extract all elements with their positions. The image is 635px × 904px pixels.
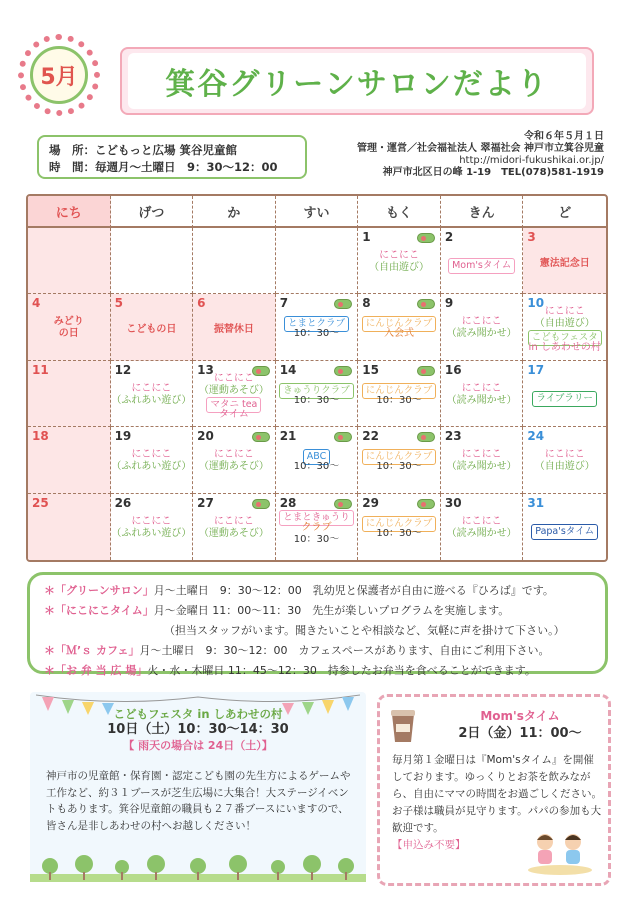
calendar xyxy=(26,194,608,562)
day-event xyxy=(276,328,358,339)
calendar-day xyxy=(193,361,276,427)
weekday-header: にち xyxy=(28,196,111,228)
day-event xyxy=(111,395,193,406)
day-event xyxy=(276,534,358,545)
weekday-header: すい xyxy=(276,196,359,228)
day-event-text: （読み聞かせ） xyxy=(446,461,517,473)
bento-icon xyxy=(252,499,270,509)
calendar-day xyxy=(276,427,359,493)
day-number: 12 xyxy=(114,362,132,377)
day-event-text: ABC xyxy=(303,449,330,465)
day-event-text: にこにこ xyxy=(131,515,172,527)
day-number: 9 xyxy=(444,296,454,311)
bento-icon xyxy=(334,299,352,309)
day-event xyxy=(193,461,275,472)
day-event-text: の日 xyxy=(58,328,79,340)
moms-date: 2日（金）11：00～ xyxy=(458,726,582,741)
day-event xyxy=(111,383,193,394)
day-event-text: （自由遊び） xyxy=(534,318,595,330)
day-event-text: とまときゅうり xyxy=(279,510,354,526)
day-event-text: クラブ xyxy=(301,521,332,533)
day-number: 14 xyxy=(279,362,297,377)
calendar-day xyxy=(28,228,111,294)
bento-icon xyxy=(334,499,352,509)
time-value: 毎週月～土曜日 9：30～12：00 xyxy=(95,160,278,174)
day-event-text: Papa'sタイム xyxy=(531,524,598,540)
calendar-day xyxy=(193,427,276,493)
day-number: 1 xyxy=(362,230,371,244)
day-event-text: にんじんクラブ xyxy=(362,516,437,532)
calendar-day xyxy=(358,294,441,360)
bento-icon xyxy=(334,432,352,442)
day-event-text: とまとクラブ xyxy=(284,316,349,332)
day-event xyxy=(523,461,606,472)
place-value: こどもっと広場 箕谷児童館 xyxy=(95,143,238,157)
legend-nikoniko-key: ＊「にこにこタイム」 xyxy=(44,604,154,617)
day-number: 4 xyxy=(32,296,41,311)
day-event-text: にこにこ xyxy=(213,515,254,527)
calendar-day xyxy=(358,427,441,493)
calendar-day xyxy=(441,427,524,493)
calendar-day xyxy=(111,361,194,427)
day-number: 29 xyxy=(362,495,379,510)
calendar-grid xyxy=(28,196,606,560)
day-event xyxy=(111,461,193,472)
day-number: 30 xyxy=(444,495,462,510)
time-label: 時 間： xyxy=(49,160,95,174)
calendar-day xyxy=(193,228,276,294)
moms-note: 【申込み不要】 xyxy=(392,839,466,851)
issue-date: 令和６年５月１日 xyxy=(524,131,604,142)
day-number: 11 xyxy=(32,362,49,377)
calendar-day xyxy=(111,294,194,360)
day-number: 24 xyxy=(527,429,545,444)
day-event-text: 入会式 xyxy=(384,328,415,340)
day-event-text: にんじんクラブ xyxy=(362,316,437,332)
bento-icon xyxy=(417,499,435,509)
legend-box xyxy=(27,572,608,677)
calendar-day xyxy=(28,494,111,560)
calendar-day xyxy=(193,494,276,560)
day-event xyxy=(441,258,523,274)
day-event-text: 10：30～ xyxy=(293,461,340,473)
day-event-text: 10：30～ xyxy=(376,527,422,539)
day-number: 3 xyxy=(527,230,536,244)
calendar-day xyxy=(441,361,524,427)
day-number: 5 xyxy=(114,296,123,311)
calendar-day xyxy=(358,494,441,560)
calendar-day xyxy=(276,228,359,294)
day-event-text: 10：30～ xyxy=(293,533,340,545)
day-event xyxy=(523,391,606,407)
day-event xyxy=(523,306,606,317)
day-event-text: こどもフェスタ xyxy=(528,330,602,346)
legend-nikoniko: 月～金曜日 11：00～11：30 先生が楽しいプログラムを実施します。 xyxy=(153,604,510,617)
day-event xyxy=(111,516,193,527)
admin-text: 管理・運営／社会福祉法人 翠福社会 神戸市立箕谷児童 xyxy=(357,143,604,154)
address: 神戸市北区日の峰 1-19 TEL(078)581-1919 xyxy=(382,167,604,178)
day-number: 22 xyxy=(362,429,379,444)
calendar-day xyxy=(276,494,359,560)
day-event xyxy=(193,528,275,539)
weekday-header: げつ xyxy=(111,196,194,228)
day-event xyxy=(441,449,523,460)
day-event-text: （ふれあい遊び） xyxy=(111,394,192,406)
moms-description: 毎月第１金曜日は『Mom'sタイム』を開催しております。ゆっくりとお茶を飲みながら、自由にママの時間をお過ごしください。お子様は職員が見守ります。パパの参加も大歓迎です。 xyxy=(392,754,602,834)
festa-body: 神戸市の児童館・保育園・認定こども園の先生方によるゲームや工作など、約３１ブースが芝生広場に大集合！大ステージイベントもあります。箕谷児童館の職員も２７番ブースにいますので、皆さん是非しあわせの村へお越しください！ xyxy=(46,770,351,832)
weekday-header: ど xyxy=(523,196,606,228)
calendar-day xyxy=(193,294,276,360)
day-event-text: マタニ tea xyxy=(206,397,261,413)
day-event-text: みどり xyxy=(53,316,84,328)
day-event-text: （読み聞かせ） xyxy=(446,527,517,539)
bento-icon xyxy=(417,366,435,376)
legend-ms-cafe-key: ＊「Ｍ’ｓ カフェ」 xyxy=(44,644,140,657)
day-number: 7 xyxy=(279,296,289,311)
trees-illustration xyxy=(38,852,358,880)
day-event xyxy=(441,316,523,327)
day-event xyxy=(193,449,275,460)
day-event-text: にこにこ xyxy=(461,515,502,527)
day-number: 10 xyxy=(527,296,545,311)
day-event xyxy=(193,324,275,335)
admin-info xyxy=(320,131,604,179)
day-event-text: にこにこ xyxy=(213,449,254,461)
calendar-day xyxy=(28,294,111,360)
place-label: 場 所： xyxy=(49,143,95,157)
day-event xyxy=(358,250,440,261)
calendar-day xyxy=(358,228,441,294)
day-event-text: にこにこ xyxy=(461,316,502,328)
day-number: 20 xyxy=(197,429,214,444)
day-number: 16 xyxy=(444,362,462,377)
day-event xyxy=(276,395,358,406)
day-number: 15 xyxy=(362,362,379,377)
legend-bento: 火・水・木曜日 11：45～12：30 持参したお弁当を食べることができます。 xyxy=(147,664,536,677)
day-event-text: （ふれあい遊び） xyxy=(111,527,192,539)
calendar-day xyxy=(523,361,606,427)
day-event xyxy=(441,516,523,527)
day-event-text: にこにこ xyxy=(461,449,502,461)
day-event xyxy=(441,528,523,539)
day-event xyxy=(358,262,440,273)
bento-icon xyxy=(252,432,270,442)
legend-green-salon-key: ＊「グリーンサロン」 xyxy=(44,584,154,597)
day-event xyxy=(358,528,440,539)
festa-date: 10日（土）10：30～14：30 xyxy=(107,722,289,737)
festa-rain: 【 雨天の場合は 24日（土）】 xyxy=(123,739,273,752)
website-link[interactable]: http://midori-fukushikai.or.jp/ xyxy=(459,155,604,166)
day-event-text: 10：30～ xyxy=(293,328,340,340)
day-event-text: 10：30～ xyxy=(293,394,340,406)
day-event xyxy=(358,395,440,406)
day-event xyxy=(28,316,110,327)
calendar-day xyxy=(111,494,194,560)
day-number: 2 xyxy=(444,230,454,244)
day-number: 19 xyxy=(114,429,132,444)
day-event-text: にこにこ xyxy=(379,250,420,261)
day-event-text: 10：30～ xyxy=(376,461,422,473)
day-event-text: （読み聞かせ） xyxy=(446,394,517,406)
day-event xyxy=(111,324,193,335)
day-event-text: Mom'sタイム xyxy=(448,258,515,274)
weekday-header: か xyxy=(193,196,276,228)
day-event-text: in しあわせの村 xyxy=(528,342,601,354)
day-event-text: 10：30～ xyxy=(376,394,422,406)
day-event xyxy=(358,461,440,472)
day-event xyxy=(193,409,275,420)
legend-green-salon: 月～土曜日 9：30～12：00 乳幼児と保護者が自由に遊べる『ひろば』です。 xyxy=(153,584,554,597)
legend-ms-cafe: 月～土曜日 9：30～12：00 カフェスペースがあります、自由にご利用下さい。 xyxy=(139,644,550,657)
day-number: 8 xyxy=(362,296,371,311)
festa-header xyxy=(30,706,366,754)
day-event xyxy=(276,522,358,533)
day-number: 31 xyxy=(527,495,545,510)
day-event-text: にこにこ xyxy=(131,382,172,394)
legend-nikoniko-note: （担当スタッフがいます。聞きたいことや相談など、気軽に声を掛けて下さい。） xyxy=(164,624,565,637)
day-event-text: （ふれあい遊び） xyxy=(111,461,192,473)
day-event-text: にんじんクラブ xyxy=(362,383,437,399)
calendar-day xyxy=(523,494,606,560)
weekday-header: きん xyxy=(441,196,524,228)
day-event xyxy=(523,449,606,460)
day-event-text: にこにこ xyxy=(544,306,585,318)
day-event xyxy=(111,528,193,539)
day-event-text: （運動あそび） xyxy=(198,527,269,539)
day-event-text: にこにこ xyxy=(461,382,502,394)
day-event xyxy=(276,461,358,472)
day-number: 27 xyxy=(197,495,214,510)
day-event xyxy=(193,373,275,384)
month-label: 5月 xyxy=(30,46,88,104)
day-event xyxy=(28,328,110,339)
day-number: 25 xyxy=(32,495,49,510)
day-event xyxy=(193,516,275,527)
calendar-day xyxy=(111,228,194,294)
day-event xyxy=(441,328,523,339)
day-event xyxy=(523,342,606,353)
day-event-text: ライブラリー xyxy=(532,391,596,407)
legend-bento-key: ＊「お 弁 当 広 場」 xyxy=(44,664,148,677)
day-event xyxy=(523,524,606,540)
calendar-day xyxy=(28,427,111,493)
bento-icon xyxy=(417,299,435,309)
day-number: 26 xyxy=(114,495,132,510)
moms-title: Mom'sタイム xyxy=(480,709,560,723)
calendar-day xyxy=(28,361,111,427)
calendar-day xyxy=(523,427,606,493)
day-event xyxy=(441,383,523,394)
weekday-header: もく xyxy=(358,196,441,228)
day-number: 21 xyxy=(279,429,297,444)
page-title: 箕谷グリーンサロンだより xyxy=(128,53,586,109)
day-event-text: （運動あそび） xyxy=(198,461,269,473)
day-event-text: 憲法記念日 xyxy=(539,258,590,269)
calendar-day xyxy=(523,228,606,294)
day-event-text: （自由遊び） xyxy=(369,262,430,273)
calendar-day xyxy=(441,494,524,560)
day-event xyxy=(441,461,523,472)
bento-icon xyxy=(417,233,435,243)
day-event xyxy=(441,395,523,406)
day-event xyxy=(193,385,275,396)
bento-icon xyxy=(334,366,352,376)
day-event xyxy=(111,449,193,460)
day-event-text: にこにこ xyxy=(131,449,172,461)
moms-header xyxy=(440,707,600,743)
day-number: 6 xyxy=(197,296,206,311)
day-number: 18 xyxy=(32,429,49,444)
day-event xyxy=(523,318,606,329)
calendar-day xyxy=(111,427,194,493)
day-event xyxy=(523,258,606,269)
day-event-text: にんじんクラブ xyxy=(362,449,437,465)
coffee-cup-icon xyxy=(388,708,418,744)
day-event-text: （運動あそび） xyxy=(198,384,269,396)
day-event-text: にこにこ xyxy=(544,449,585,461)
day-number: 17 xyxy=(527,362,545,377)
day-event xyxy=(358,328,440,339)
info-box xyxy=(37,135,307,179)
day-event-text: にこにこ xyxy=(213,372,254,384)
day-event-text: こどもの日 xyxy=(126,324,177,336)
calendar-day xyxy=(441,228,524,294)
day-number: 23 xyxy=(444,429,462,444)
bento-icon xyxy=(417,432,435,442)
day-event-text: （読み聞かせ） xyxy=(446,328,517,340)
calendar-day xyxy=(523,294,606,360)
calendar-day xyxy=(276,294,359,360)
day-number: 13 xyxy=(197,362,214,377)
day-event-text: きゅうりクラブ xyxy=(279,383,354,399)
calendar-day xyxy=(441,294,524,360)
day-event-text: 振替休日 xyxy=(213,324,254,336)
day-number: 28 xyxy=(279,495,297,510)
children-illustration xyxy=(525,826,595,876)
festa-title: こどもフェスタ in しあわせの村 xyxy=(113,707,283,721)
calendar-day xyxy=(276,361,359,427)
day-event-text: （自由遊び） xyxy=(534,461,595,473)
day-event-text: タイム xyxy=(219,408,249,420)
calendar-day xyxy=(358,361,441,427)
